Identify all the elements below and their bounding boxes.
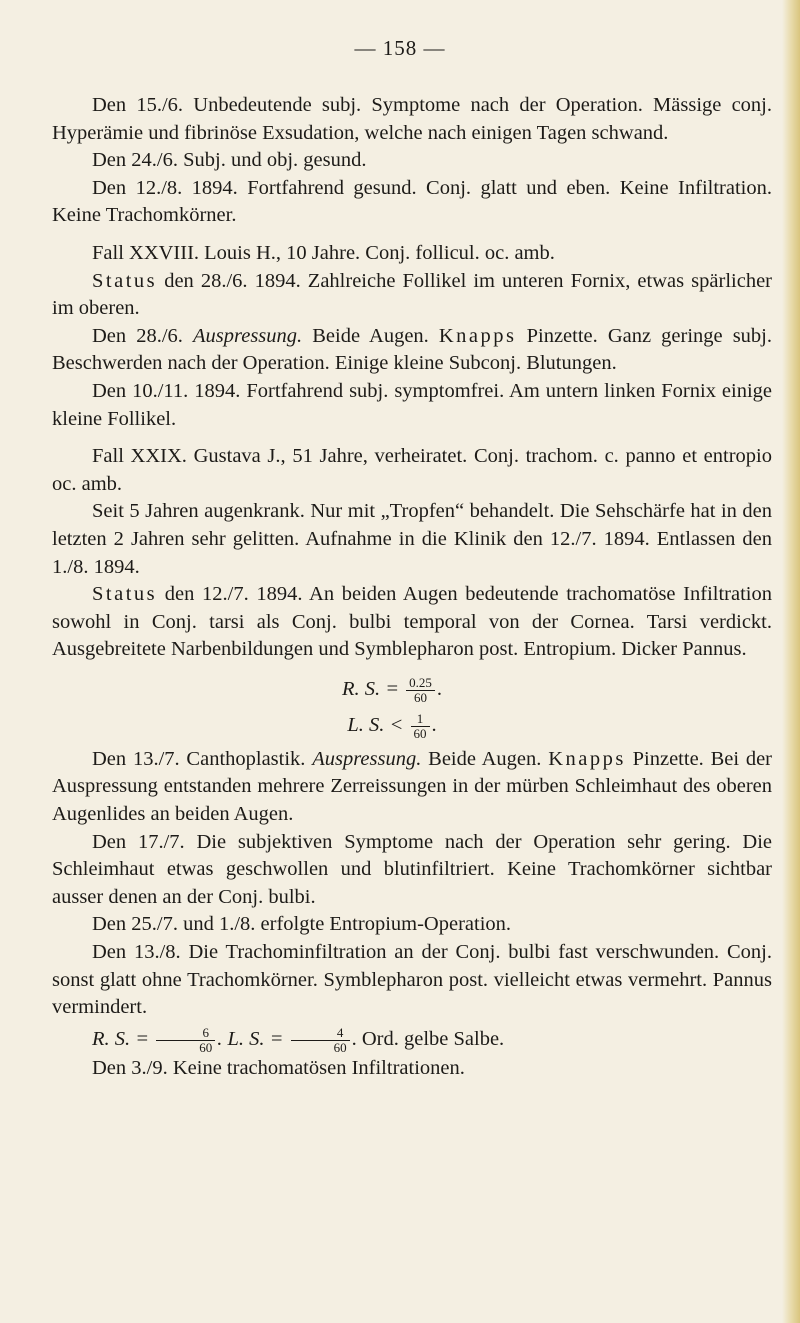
paragraph-history: Seit 5 Jahren augenkrank. Nur mit „Tropfen“ behandelt. Die Sehschärfe hat in den letzten 2 Jahren sehr gelitten. Aufnahme in die Klinik den 12./7. 1894. Entlassen den 1./8. 1894. xyxy=(52,500,772,578)
paragraph-trachominfiltration: Den 13./8. Die Trachominfiltration an der Conj. bulbi fast verschwunden. Conj. sonst glatt ohne Trachomkörner. Symblepharon post. vielleicht etwas vermehrt. Pannus vermindert. xyxy=(52,941,772,1019)
paragraph-follow-up: Den 10./11. 1894. Fortfahrend subj. symptomfrei. Am untern linken Fornix einige kleine Follikel. xyxy=(52,379,772,430)
formula-right-eye: R. S. = $\frac{0.25}{60}$ . xyxy=(341,674,443,705)
paragraph-entropium: Den 25./7. und 1./8. erfolgte Entropium-Operation. xyxy=(92,913,512,936)
paragraph-status-2: Status den 12./7. 1894. An beiden Augen bedeutende trachomatöse Infiltration sowohl in Conj. tarsi als Conj. bulbi temporal von der Cornea. Tarsi verdickt. Ausgebreitete Narbenbildungen und Symblepharon post. Entropium. Dicker Pannus. xyxy=(52,583,772,661)
fraction-left-eye: $\frac{1}{60}$ xyxy=(411,712,430,741)
case-heading-xxviii: Fall XXVIII. Louis H., 10 Jahre. Conj. follicul. oc. amb. xyxy=(92,241,555,264)
formula-visual-acuity: R. S. = $\frac{6}{60}$ . L. S. = $\frac{4}{60}$ . Ord. gelbe Salbe. xyxy=(92,1024,505,1055)
page-number: — 158 — xyxy=(354,36,446,60)
case-heading-xxix: Fall XXIX. Gustava J., 51 Jahre, verheiratet. Conj. trachom. c. panno et entropio oc. amb. xyxy=(52,445,772,495)
fraction-right-eye: $\frac{0.25}{60}$ xyxy=(406,676,435,705)
paragraph-final: Den 3./9. Keine trachomatösen Infiltrationen. xyxy=(92,1056,465,1079)
paragraph-3: Den 12./8. 1894. Fortfahrend gesund. Conj. glatt und eben. Keine Infiltration. Keine Trachomkörner. xyxy=(52,176,772,227)
paragraph-2: Den 24./6. Subj. und obj. gesund. xyxy=(92,149,367,172)
page-edge-stain xyxy=(782,0,800,1323)
fraction-l: $\frac{4}{60}$ xyxy=(291,1026,350,1055)
paragraph-auspressung-1: Den 28./6. Auspressung. Beide Augen. Knapps Pinzette. Ganz geringe subj. Beschwerden nach der Operation. Einige kleine Subconj. Blutungen. xyxy=(52,324,773,375)
page-body xyxy=(52,92,772,1082)
paragraph-1: Den 15./6. Unbedeutende subj. Symptome nach der Operation. Mässige conj. Hyperämie und fibrinöse Exsudation, welche nach einigen Tagen schwand. xyxy=(52,94,772,144)
paragraph-symptoms: Den 17./7. Die subjektiven Symptome nach der Operation sehr gering. Die Schleimhaut etwas geschwollen und blutinfiltriert. Keine Trachomkörner sichtbar ausser denen an der Conj. bulbi. xyxy=(52,830,772,908)
fraction-r: $\frac{6}{60}$ xyxy=(156,1026,215,1055)
paragraph-status-1: Status den 28./6. 1894. Zahlreiche Follikel im unteren Fornix, etwas spärlicher im oberen. xyxy=(52,269,772,320)
paragraph-canthoplastik: Den 13./7. Canthoplastik. Auspressung. Beide Augen. Knapps Pinzette. Bei der Auspressung entstanden mehrere Zerreissungen in der mürben Schleimhaut des oberen Augenlides an beiden Augen. xyxy=(52,747,773,826)
formula-left-eye: L. S. < $\frac{1}{60}$ . xyxy=(347,710,437,741)
